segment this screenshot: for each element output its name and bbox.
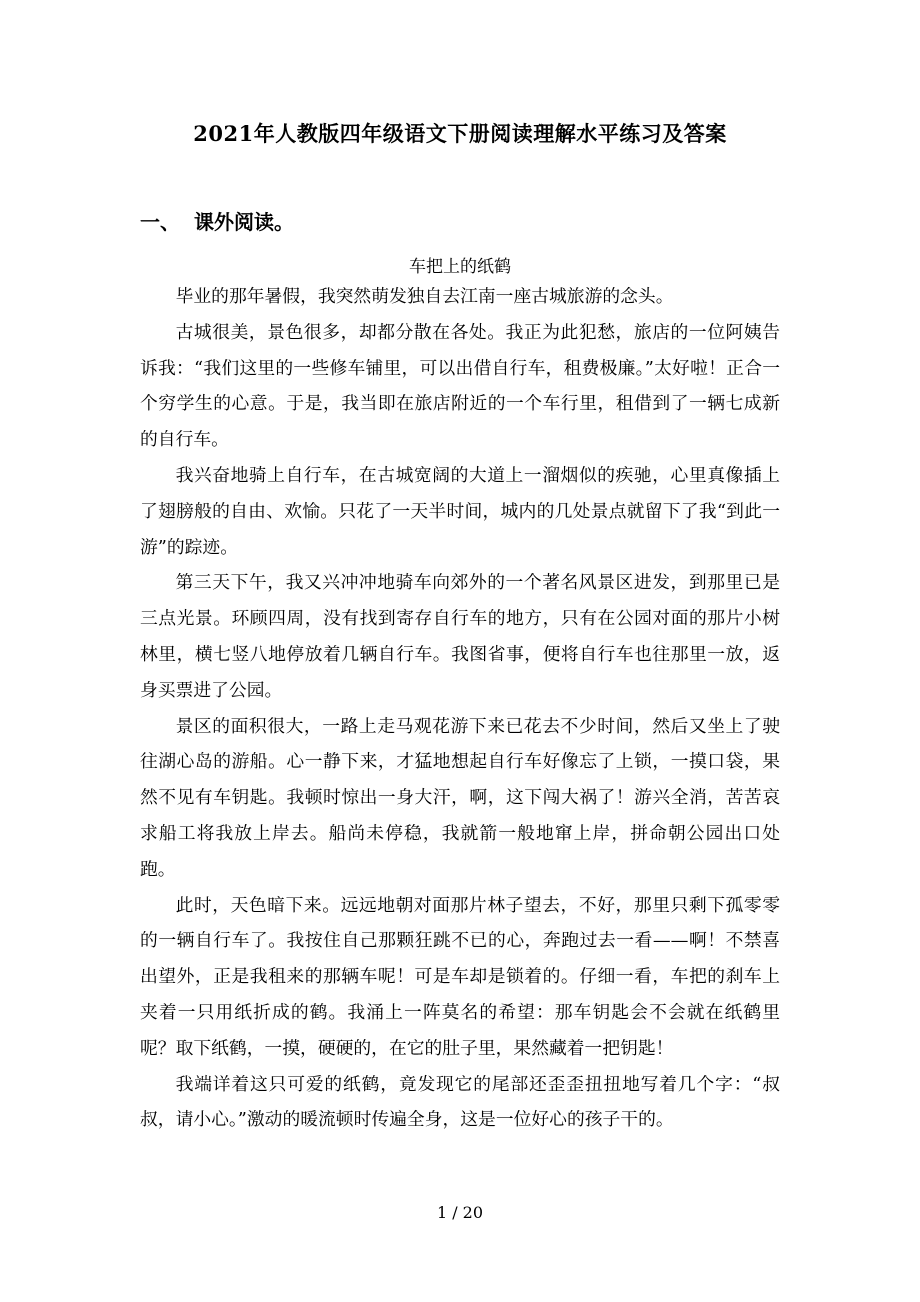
paragraph-3: 我兴奋地骑上自行车，在古城宽阔的大道上一溜烟似的疾驰，心里真像插上了翅膀般的自由、欢愉。只花了一天半时间，城内的几处景点就留下了我“到此一游”的踪迹。 — [140, 464, 780, 558]
paragraph-7: 我端详着这只可爱的纸鹤，竟发现它的尾部还歪歪扭扭地写着几个字：“叔叔，请小心。”激动的暖流顿时传遍全身，这是一位好心的孩子干的。 — [140, 1073, 780, 1131]
section-heading — [140, 206, 294, 235]
paragraph-6: 此时，天色暗下来。远远地朝对面那片林子望去，不好，那里只剩下孤零零的一辆自行车了。我按住自己那颗狂跳不已的心，奔跑过去一看——啊！不禁喜出望外，正是我租来的那辆车呢！可是车却是锁着的。仔细一看，车把的刹车上夹着一只用纸折成的鹤。我涌上一阵莫名的希望：那车钥匙会不会就在纸鹤里呢？取下纸鹤，一摸，硬硬的，在它的肚子里，果然藏着一把钥匙！ — [140, 894, 780, 1059]
paragraph-5: 景区的面积很大，一路上走马观花游下来已花去不少时间，然后又坐上了驶往湖心岛的游船。心一静下来，才猛地想起自行车好像忘了上锁，一摸口袋，果然不见有车钥匙。我顿时惊出一身大汗，啊，这下闯大祸了！游兴全消，苦苦哀求船工将我放上岸去。船尚未停稳，我就箭一般地窜上岸，拼命朝公园出口处跑。 — [140, 715, 780, 880]
paragraph-2: 古城很美，景色很多，却都分散在各处。我正为此犯愁，旅店的一位阿姨告诉我：“我们这里的一些修车铺里，可以出借自行车，租费极廉。”太好啦！正合一个穷学生的心意。于是，我当即在旅店附近的一个车行里，租借到了一辆七成新的自行车。 — [140, 321, 780, 451]
story-body — [140, 279, 780, 1138]
story-title: 车把上的纸鹤 — [409, 257, 511, 277]
paragraph-4: 第三天下午，我又兴冲冲地骑车向郊外的一个著名风景区进发，到那里已是三点光景。环顾四周，没有找到寄存自行车的地方，只有在公园对面的那片小树林里，横七竖八地停放着几辆自行车。我图省事，便将自行车也往那里一放，返身买票进了公园。 — [140, 572, 780, 701]
section-label: 课外阅读。 — [194, 210, 294, 234]
section-number: 一、 — [140, 210, 180, 234]
page-number: 1 / 20 — [436, 1203, 484, 1222]
document-title: 2021年人教版四年级语文下册阅读理解水平练习及答案 — [193, 121, 727, 146]
paragraph-1: 毕业的那年暑假，我突然萌发独自去江南一座古城旅游的念头。 — [175, 286, 674, 307]
